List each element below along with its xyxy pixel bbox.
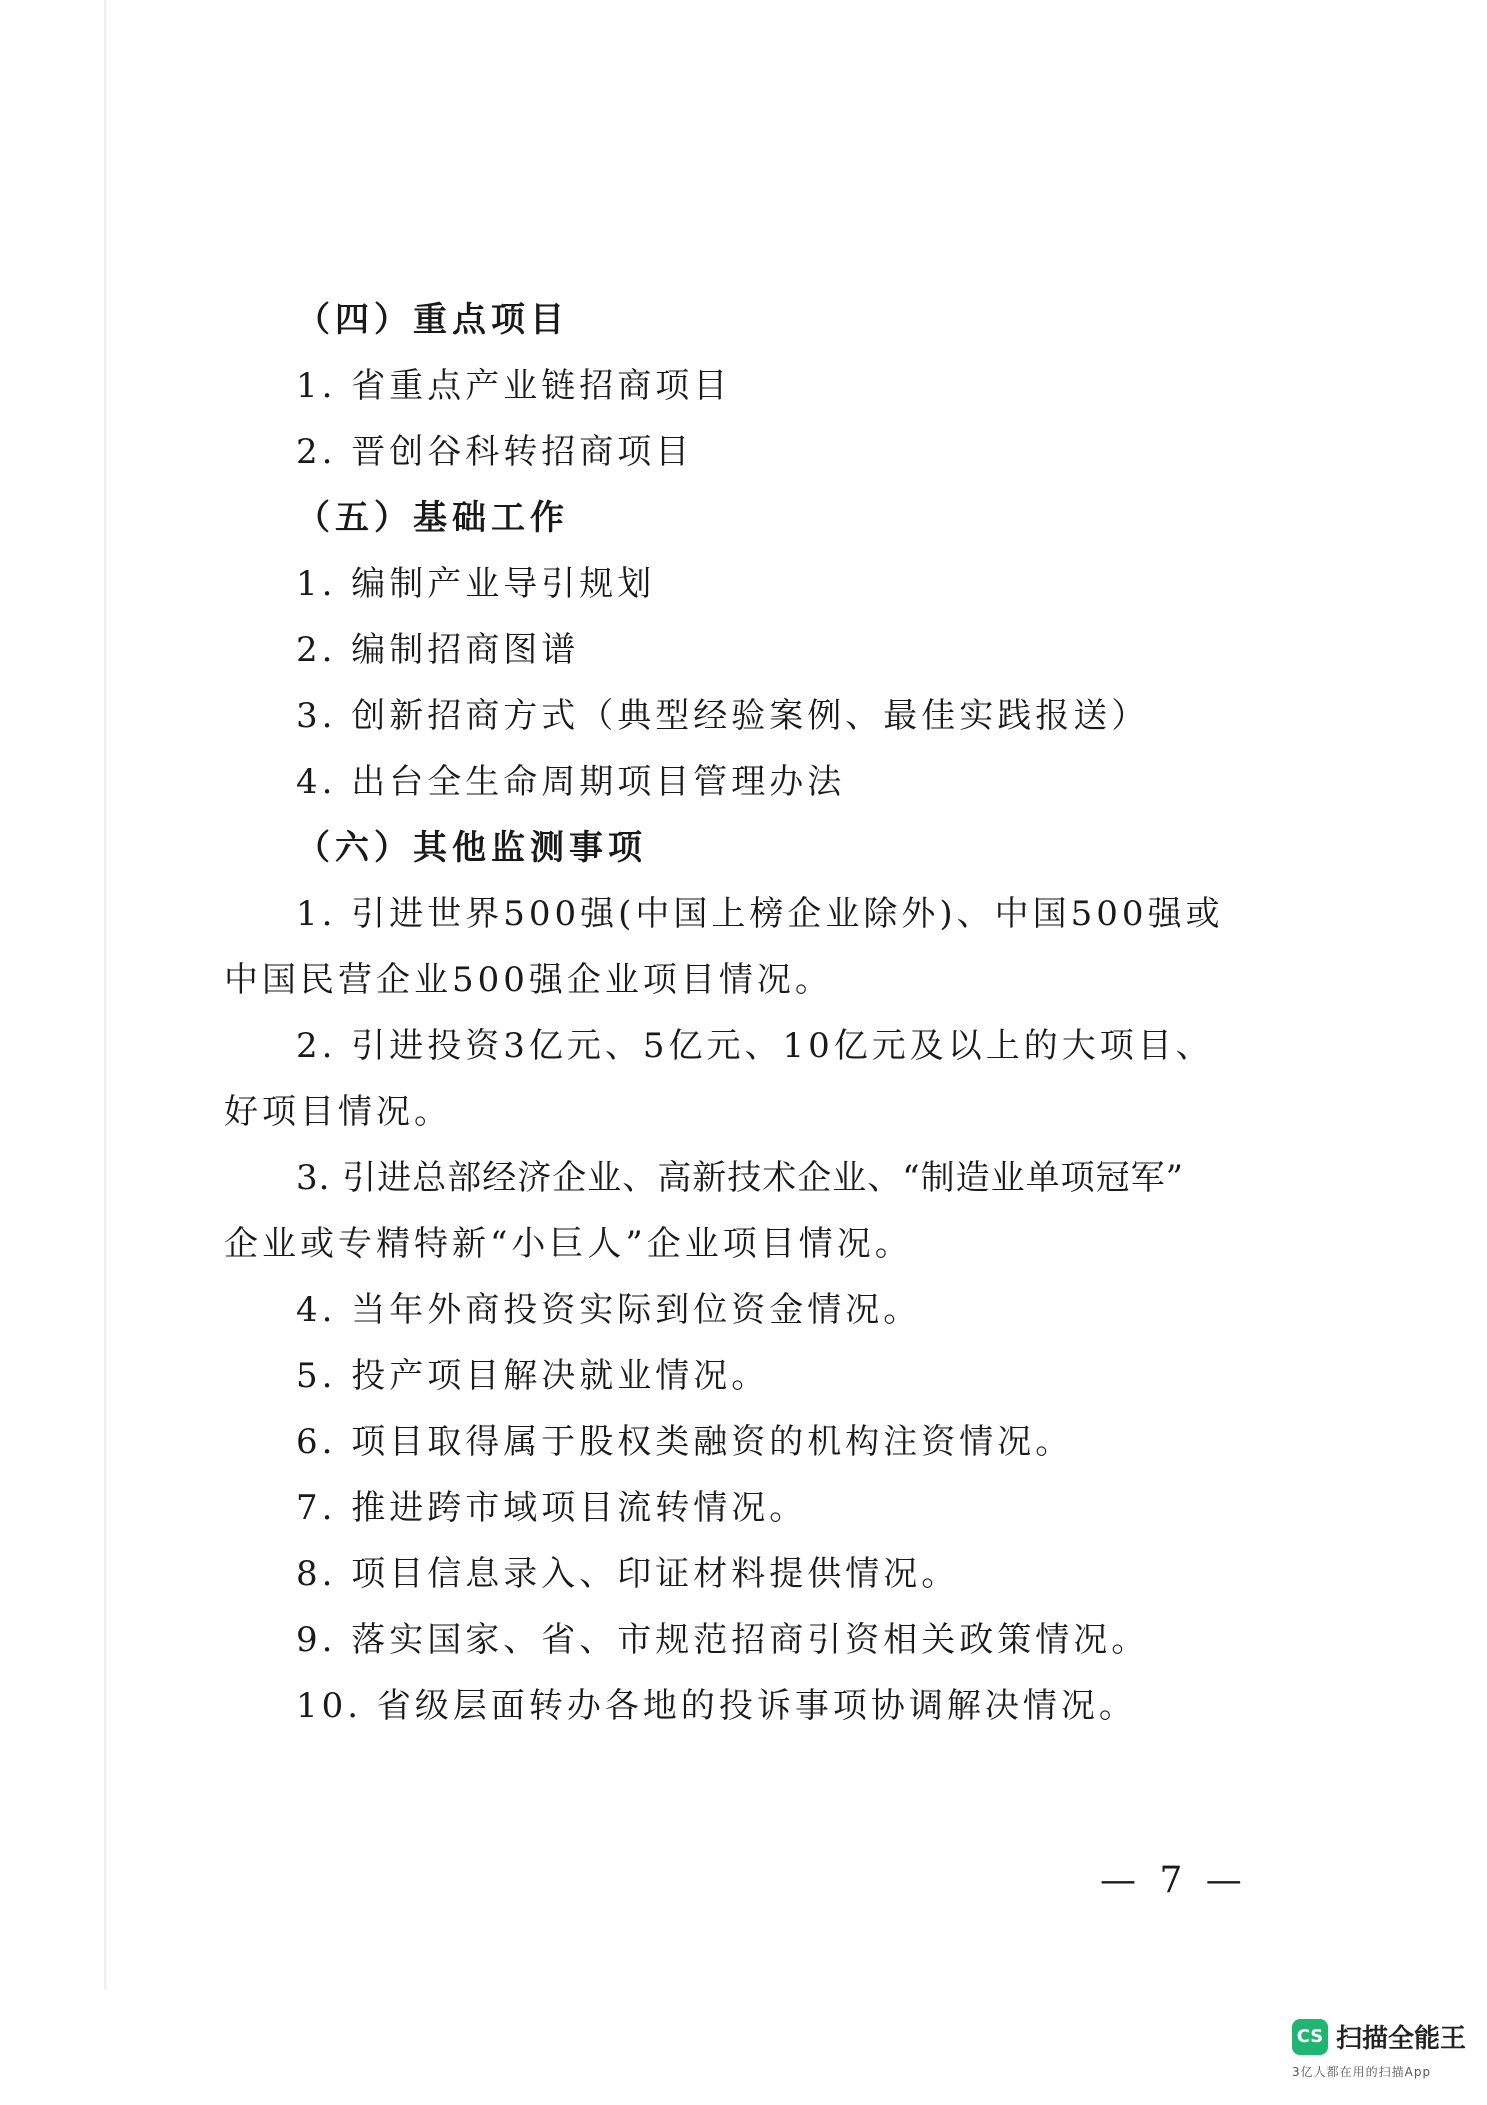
list-item: 8. 项目信息录入、印证材料提供情况。 <box>296 1554 960 1594</box>
camscanner-logo-icon: CS <box>1292 2019 1328 2055</box>
list-item: 1. 引进世界500强(中国上榜企业除外)、中国500强或 <box>296 894 1224 934</box>
list-item: 4. 当年外商投资实际到位资金情况。 <box>296 1290 922 1330</box>
scanner-watermark <box>1292 2018 1467 2098</box>
list-item: 5. 投产项目解决就业情况。 <box>296 1356 770 1396</box>
list-item: 2. 编制招商图谱 <box>296 630 580 670</box>
watermark-tagline: 3亿人都在用的扫描App <box>1292 2065 1432 2079</box>
list-item: 2. 晋创谷科转招商项目 <box>296 432 694 472</box>
section-heading-6: （六）其他监测事项 <box>296 828 647 868</box>
list-item: 4. 出台全生命周期项目管理办法 <box>296 762 846 802</box>
list-item: 1. 编制产业导引规划 <box>296 564 656 604</box>
list-item: 10. 省级层面转办各地的投诉事项协调解决情况。 <box>296 1686 1137 1726</box>
list-item: 9. 落实国家、省、市规范招商引资相关政策情况。 <box>296 1620 1150 1660</box>
list-item: 2. 引进投资3亿元、5亿元、10亿元及以上的大项目、 <box>296 1026 1214 1066</box>
list-item: 1. 省重点产业链招商项目 <box>296 366 732 406</box>
watermark-app-name: 扫描全能王 <box>1336 2024 1467 2054</box>
list-item-continuation: 企业或专精特新“小巨人”企业项目情况。 <box>224 1224 913 1264</box>
section-heading-4: （四）重点项目 <box>296 300 569 340</box>
list-item-continuation: 中国民营企业500强企业项目情况。 <box>224 960 833 1000</box>
page-number: — 7 — <box>1100 1860 1248 1901</box>
list-item-continuation: 好项目情况。 <box>224 1092 452 1132</box>
list-item: 7. 推进跨市域项目流转情况。 <box>296 1488 808 1528</box>
list-item: 6. 项目取得属于股权类融资的机构注资情况。 <box>296 1422 1074 1462</box>
list-item: 3. 引进总部经济企业、高新技术企业、“制造业单项冠军” <box>296 1158 1185 1198</box>
list-item: 3. 创新招商方式（典型经验案例、最佳实践报送） <box>296 696 1150 736</box>
section-heading-5: （五）基础工作 <box>296 498 569 538</box>
